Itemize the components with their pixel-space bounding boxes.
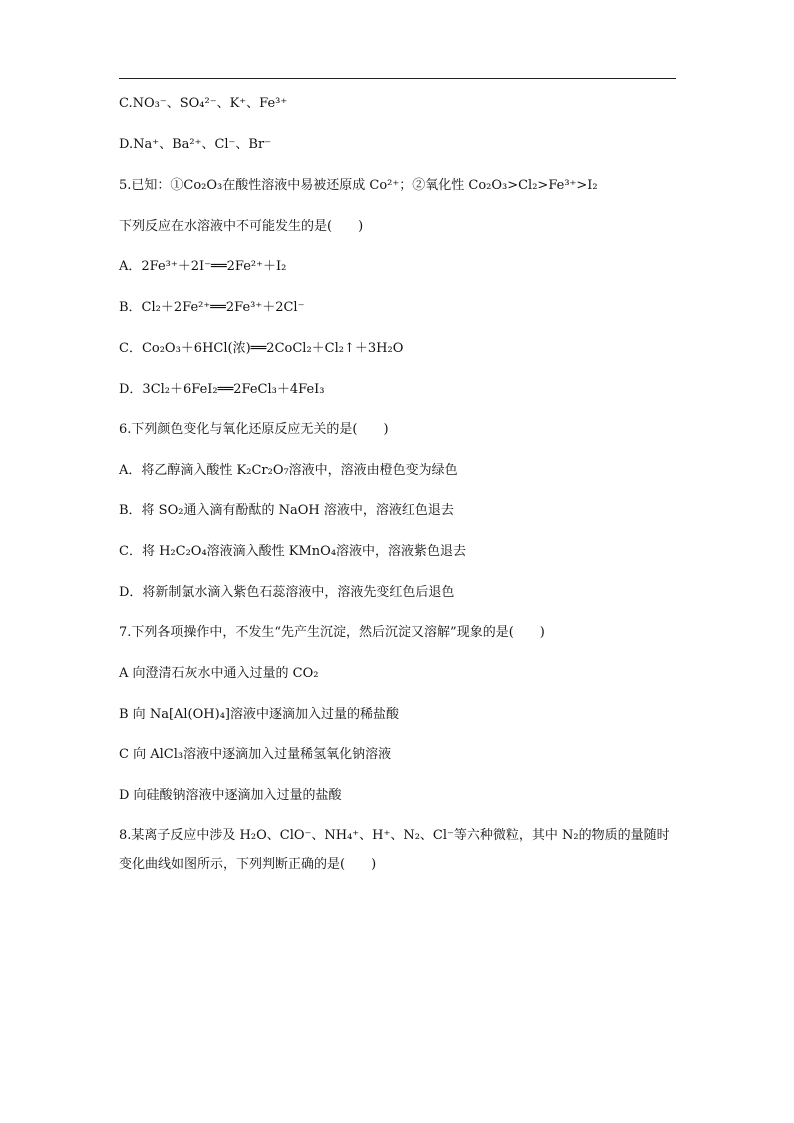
q5-stem-line2: 下列反应在水溶液中不可能发生的是( )	[119, 219, 364, 234]
q5-option-c: C．Co₂O₃＋6HCl(浓)══2CoCl₂＋Cl₂↑＋3H₂O	[119, 341, 404, 356]
q7-option-c: C 向 AlCl₃溶液中逐滴加入过量稀氢氧化钠溶液	[119, 747, 392, 762]
header-rule	[119, 78, 676, 79]
q6-stem: 6.下列颜色变化与氧化还原反应无关的是( )	[119, 422, 389, 437]
q6-option-b: B．将 SO₂通入滴有酚酞的 NaOH 溶液中，溶液红色退去	[119, 503, 454, 518]
q5-stem-line1: 5.已知：①Co₂O₃在酸性溶液中易被还原成 Co²⁺；②氧化性 Co₂O₃>Cl₂>Fe³⁺>I₂	[119, 178, 598, 193]
q7-option-b: B 向 Na[Al(OH)₄]溶液中逐滴加入过量的稀盐酸	[119, 707, 399, 722]
q6-option-d: D．将新制氯水滴入紫色石蕊溶液中，溶液先变红色后退色	[119, 585, 455, 600]
q7-option-d: D 向硅酸钠溶液中逐滴加入过量的盐酸	[119, 788, 342, 803]
q7-stem: 7.下列各项操作中，不发生“先产生沉淀，然后沉淀又溶解”现象的是( )	[119, 625, 545, 640]
q5-option-d: D．3Cl₂＋6FeI₂══2FeCl₃＋4FeI₃	[119, 382, 325, 397]
q6-option-c: C．将 H₂C₂O₄溶液滴入酸性 KMnO₄溶液中，溶液紫色退去	[119, 544, 467, 559]
q6-option-a: A．将乙醇滴入酸性 K₂Cr₂O₇溶液中，溶液由橙色变为绿色	[119, 463, 458, 478]
q8-stem-line2: 变化曲线如图所示，下列判断正确的是( )	[119, 857, 377, 872]
q5-option-b: B．Cl₂＋2Fe²⁺══2Fe³⁺＋2Cl⁻	[119, 300, 305, 315]
q4-option-d: D.Na⁺、Ba²⁺、Cl⁻、Br⁻	[119, 137, 272, 152]
q5-option-a: A．2Fe³⁺＋2I⁻══2Fe²⁺＋I₂	[119, 259, 287, 274]
q4-option-c: C.NO₃⁻、SO₄²⁻、K⁺、Fe³⁺	[119, 96, 288, 111]
q8-stem-line1: 8.某离子反应中涉及 H₂O、ClO⁻、NH₄⁺、H⁺、N₂、Cl⁻等六种微粒，其中 N₂的物质的量随时	[119, 828, 670, 843]
q7-option-a: A 向澄清石灰水中通入过量的 CO₂	[119, 666, 319, 681]
